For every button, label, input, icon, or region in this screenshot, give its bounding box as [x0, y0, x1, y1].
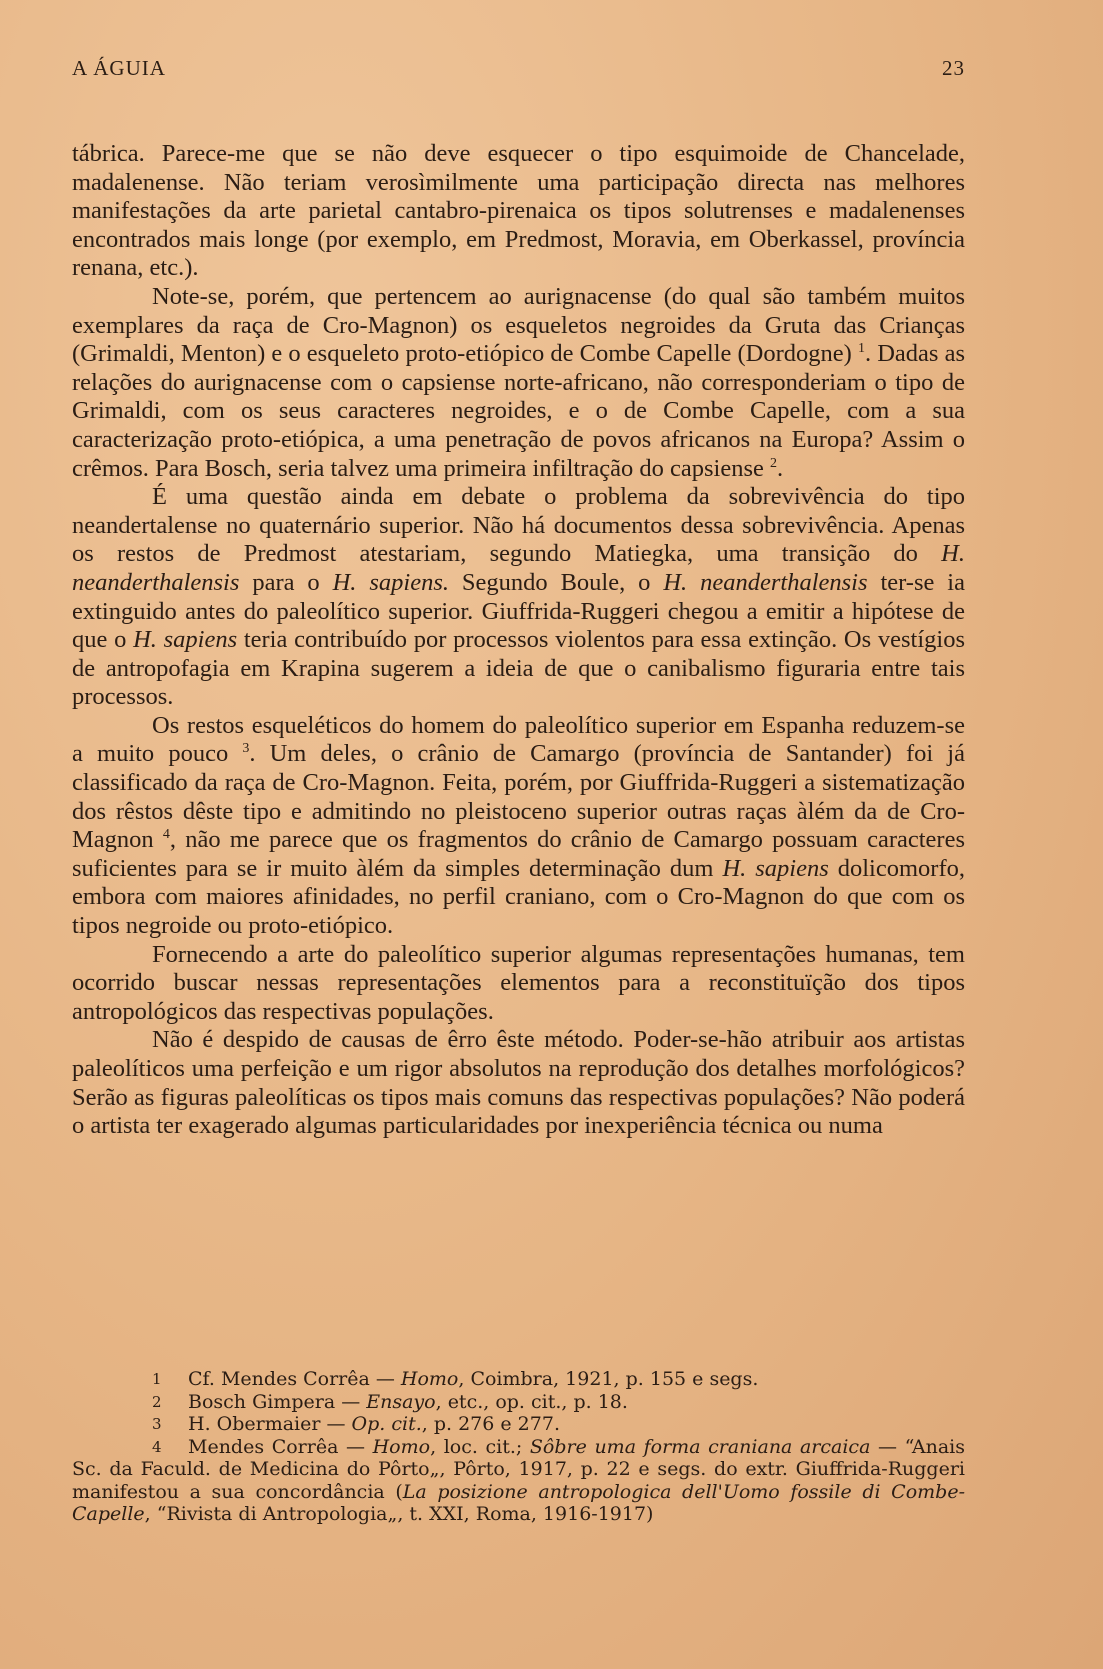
paragraph-3-text-d: ter-se ia extinguido antes do paleolítico superior. Giuffrida-Ruggeri chegou a emitir a hipótese de que o	[72, 568, 965, 654]
footnote-1	[72, 1368, 965, 1391]
paragraph-6: Não é despido de causas de êrro êste método. Poder-se-hão atribuir aos artistas paleolíticos uma perfeição e um rigor absolutos na reprodução dos detalhes morfológicos? Serão as figuras paleolíticas os tipos mais comuns das respectivas populações? Não poderá o artista ter exagerado algumas particularidades por inexperiência técnica ou numa	[72, 1026, 965, 1140]
body-text	[72, 140, 965, 1141]
footnote-text: — “Anais Sc. da Faculd. de Medicina do Pôrto„, Pôrto, 1917, p. 22 e segs. do extr. Giuffrida-Ruggeri manifestou a sua concordância (	[72, 1435, 965, 1503]
footnote-ref-3: 3	[242, 741, 250, 757]
species-name: H. neanderthalensis	[72, 540, 965, 596]
footnote-title: Homo	[372, 1435, 431, 1458]
footnotes	[72, 1368, 965, 1526]
species-name: H. sapiens	[722, 854, 829, 882]
footnote-text: , etc., op. cit., p. 18.	[435, 1390, 628, 1413]
footnote-number: 2	[152, 1392, 162, 1411]
footnote-text: H. Obermaier —	[188, 1413, 352, 1435]
paragraph-3-text-a: É uma questão ainda em debate o problema da sobrevivência do tipo neandertalense no quaternário superior. Não há documentos dessa sobrevivência. Apenas os restos de Predmost atestariam, segundo Matiegka, uma transição do	[72, 483, 965, 568]
paragraph-4-text-d: dolicomorfo, embora com maiores afinidades, no perfil craniano, com o Cro-Magnon do que com os tipos negroide ou proto-etiópico.	[72, 854, 965, 940]
footnote-text: Mendes Corrêa —	[188, 1435, 373, 1458]
paragraph-3	[72, 483, 965, 712]
paragraph-5: Fornecendo a arte do paleolítico superior algumas representações humanas, tem ocorrido buscar nessas representações elementos para a reconstituïção dos tipos antropológicos das respectivas populações.	[72, 940, 965, 1025]
footnote-ref-2: 2	[769, 455, 777, 471]
footnote-number: 1	[152, 1370, 162, 1388]
paragraph-3-text-b: para o	[239, 568, 333, 596]
footnote-2	[72, 1391, 965, 1414]
footnote-text: , Coimbra, 1921, p. 155 e segs.	[458, 1368, 759, 1390]
footnote-4	[72, 1436, 965, 1526]
footnote-number: 4	[152, 1437, 162, 1456]
paragraph-4-text-b: . Um deles, o crânio de Camargo (província de Santander) foi já classificado da raça de Cro-Magnon. Feita, porém, por Giuffrida-Ruggeri a sistematização dos rêstos dêste tipo e admitindo no pleistoceno superior outras raças àlém da de Cro-Magnon	[72, 740, 965, 854]
footnote-text: Cf. Mendes Corrêa —	[188, 1368, 401, 1390]
footnote-ref-4: 4	[162, 827, 170, 843]
footnote-text: , “Rivista di Antropologia„, t. XXI, Roma, 1916-1917)	[144, 1503, 654, 1525]
footnote-title: Ensayo	[366, 1390, 436, 1413]
species-name: H. neanderthalensis	[663, 568, 868, 596]
footnote-title: Op. cit.	[351, 1413, 422, 1435]
paragraph-4	[72, 712, 965, 941]
footnote-text: , p. 276 e 277.	[421, 1413, 560, 1435]
paragraph-2-text-b: . Dadas as relações do aurignacense com o capsiense norte-africano, não corresponderiam o tipo de Grimaldi, com os seus caracteres negroides, e o de Combe Capelle, com a sua caracterização proto-etiópica, a uma penetração de povos africanos na Europa? Assim o crêmos. Para Bosch, seria talvez uma primeira infiltração do capsiense	[72, 340, 965, 482]
paragraph-2-text-a: Note-se, porém, que pertencem ao aurignacense (do qual são também muitos exemplares da raça de Cro-Magnon) os esqueletos negroides da Gruta das Crianças (Grimaldi, Menton) e o esqueleto proto-etiópico de Combe Capelle (Dordogne)	[72, 282, 965, 368]
footnote-3	[72, 1413, 965, 1436]
paragraph-2-text-c: .	[776, 454, 784, 482]
paragraph-3-text-e: teria contribuído por processos violentos para essa extinção. Os vestígios de antropofagia em Krapina sugerem a ideia de que o canibalismo figuraria entre tais processos.	[72, 626, 965, 711]
footnote-ref-1: 1	[857, 341, 865, 356]
species-name: H. sapiens.	[332, 568, 449, 596]
footnote-title: Homo	[400, 1368, 459, 1390]
page-number: 23	[942, 56, 965, 80]
species-name: H. sapiens	[133, 626, 238, 654]
paragraph-1: tábrica. Parece-me que se não deve esquecer o tipo esquimoide de Chancelade, madalenense. Não teriam verosìmilmente uma participação directa nas melhores manifestações da arte parietal cantabro-pirenaica os tipos solutrenses e madalenenses encontrados mais longe (por exemplo, em Predmost, Moravia, em Oberkassel, província renana, etc.).	[72, 140, 965, 282]
footnote-text: Bosch Gimpera —	[188, 1390, 367, 1413]
footnote-text: , loc. cit.;	[430, 1435, 530, 1458]
footnote-title: La posizione antropologica dell'Uomo fossile di Combe-Capelle	[72, 1480, 965, 1525]
journal-title: A ÁGUIA	[72, 56, 166, 80]
footnote-number: 3	[152, 1415, 162, 1433]
paragraph-4-text-a: Os restos esqueléticos do homem do paleolítico superior em Espanha reduzem-se a muito pouco	[72, 711, 965, 768]
paragraph-3-text-c: Segundo Boule, o	[448, 568, 664, 596]
footnote-title: Sôbre uma forma craniana arcaica	[529, 1435, 871, 1458]
paragraph-2	[72, 283, 965, 483]
paragraph-4-text-c: , não me parece que os fragmentos do crânio de Camargo possuam caracteres suficientes para se ir muito àlém da simples determinação dum	[72, 826, 965, 882]
